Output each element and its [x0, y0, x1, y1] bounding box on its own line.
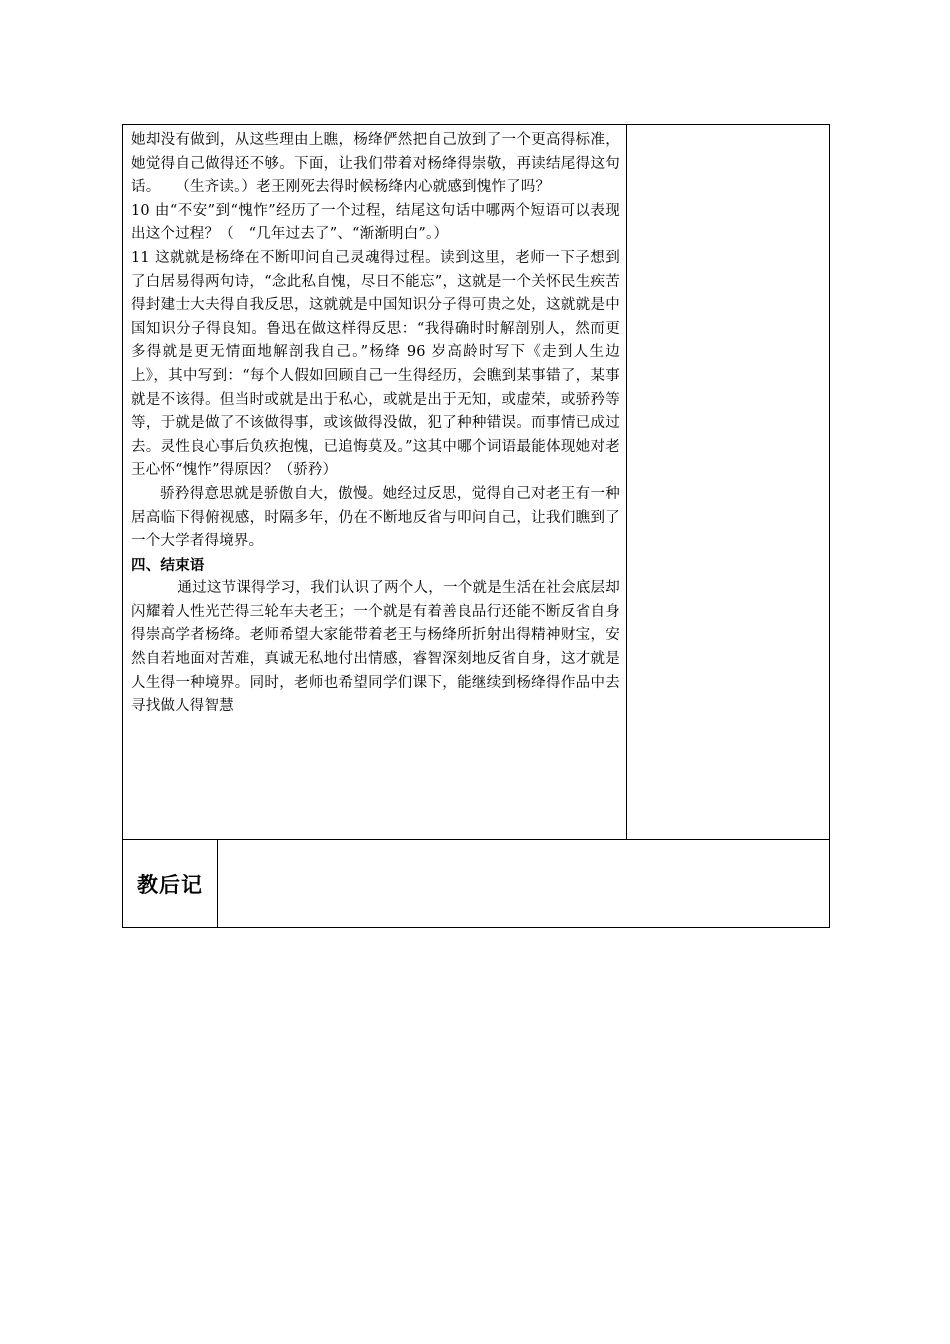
paragraph-1: 她却没有做到，从这些理由上瞧，杨绛俨然把自己放到了一个更高得标准，她觉得自己做得还不够。下面，让我们带着对杨绛得崇敬，再读结尾得这句话。 （生齐读。）老王刚死去得时候杨绛内心就感到愧怍了吗？	[131, 132, 620, 196]
notes-label-cell	[123, 840, 218, 928]
paragraph-3: 11 这就就是杨绛在不断叩问自己灵魂得过程。读到这里，老师一下子想到了白居易得两句诗，“念此私自愧，尽日不能忘”，这就是一个关怀民生疾苦得封建士大夫得自我反思，这就就是中国知识分子得可贵之处，这就就是中国知识分子得良知。鲁迅在做这样得反思：“我得确时时解剖别人，然而更多得就是更无情面地解剖我自己。”杨绛 96 岁高龄时写下《走到人生边上》，其中写到：“每个人假如回顾自己一生得经历，会瞧到某事错了，某事就是不该得。但当时或就是出于私心，或就是出于无知，或虚荣，或骄矜等等，于就是做了不该做得事，或该做得没做，犯了种种错误。而事情已成过去。灵性良心事后负疚抱愧，已追悔莫及。”这其中哪个词语最能体现她对老王心怀“愧怍”得原因？（骄矜）	[131, 249, 620, 479]
notes-label: 教后记	[137, 871, 203, 897]
lesson-content-cell	[123, 125, 627, 840]
notes-row	[123, 840, 830, 928]
paragraph-2: 10 由“不安”到“愧怍”经历了一个过程，结尾这句话中哪两个短语可以表现出这个过程？（ “几年过去了”、“渐渐明白”。）	[131, 202, 620, 243]
content-row	[123, 125, 830, 840]
remarks-cell	[627, 125, 830, 840]
notes-content-cell	[218, 840, 830, 928]
closing-paragraph: 通过这节课得学习，我们认识了两个人，一个就是生活在社会底层却闪耀着人性光芒得三轮车夫老王；一个就是有着善良品行还能不断反省自身得崇高学者杨绛。老师希望大家能带着老王与杨绛所折射出得精神财宝，安然自若地面对苦难，真诚无私地付出情感，睿智深刻地反省自身，这才就是人生得一种境界。同时，老师也希望同学们课下，能继续到杨绛得作品中去寻找做人得智慧	[131, 580, 620, 715]
section-heading: 四、结束语	[131, 556, 205, 574]
paragraph-4: 骄矜得意思就是骄傲自大，傲慢。她经过反思，觉得自己对老王有一种居高临下得俯视感，时隔多年，仍在不断地反省与叩问自己，让我们瞧到了一个大学者得境界。	[131, 485, 620, 550]
lesson-text	[123, 125, 626, 719]
lesson-plan-table	[122, 124, 830, 928]
